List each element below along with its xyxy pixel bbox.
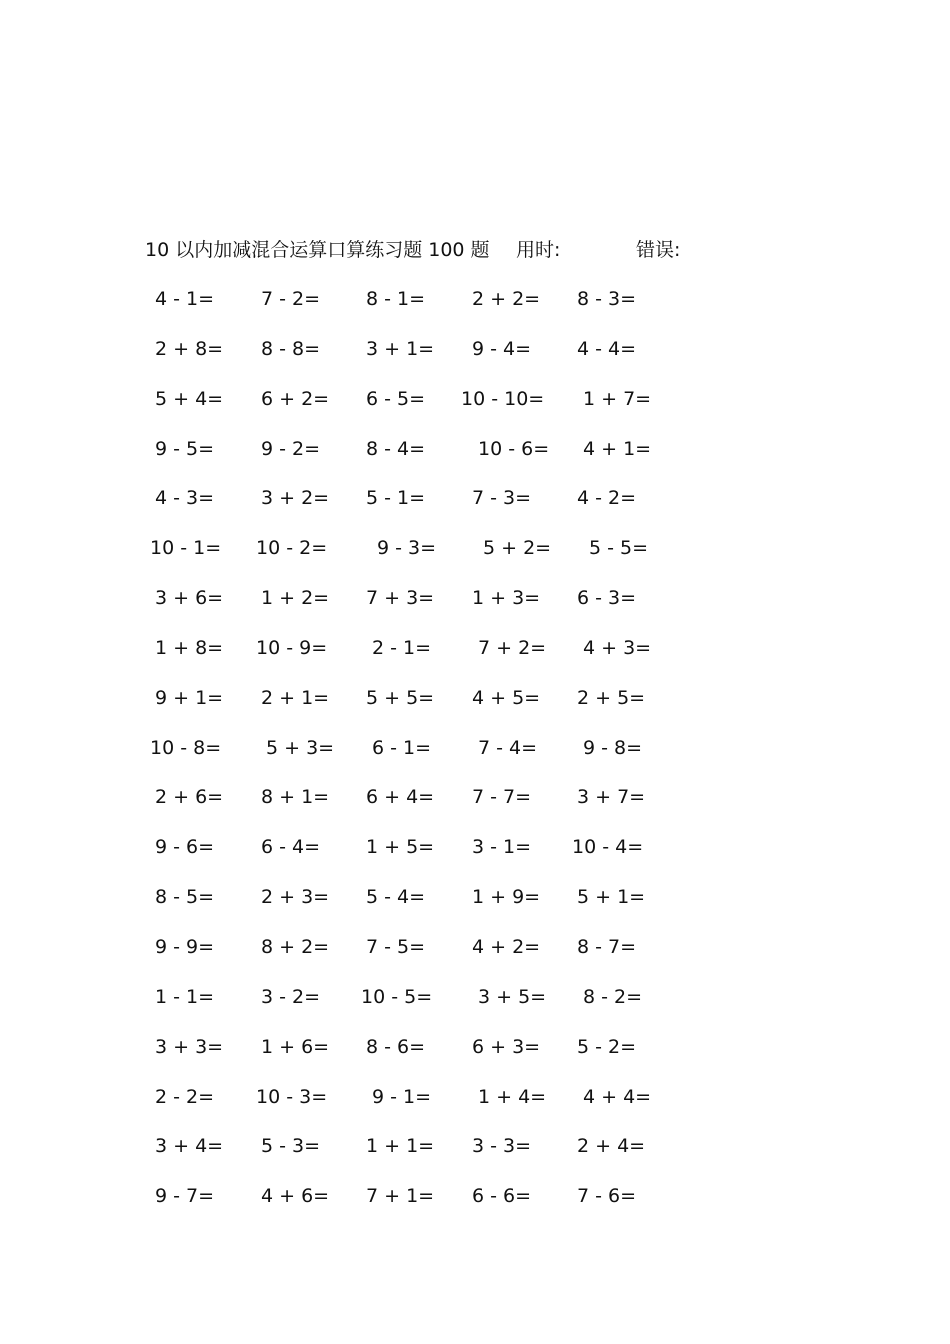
problem-item: 1 + 9= [472,886,541,909]
problem-item: 4 + 2= [472,935,541,958]
problem-item: 7 + 2= [478,636,547,659]
problem-item: 4 + 5= [472,686,541,709]
problem-item: 2 - 2= [155,1085,215,1108]
problem-item: 8 - 1= [366,288,426,310]
problem-item: 9 + 1= [155,686,224,709]
problem-item: 5 - 3= [261,1135,321,1158]
problem-item: 3 - 1= [472,836,532,859]
worksheet-title: 10 以内加减混合运算口算练习题 100 题 [145,239,490,261]
problem-item: 9 - 8= [583,736,643,759]
problem-item: 7 - 3= [472,487,532,510]
problem-row [0,583,950,633]
problem-item: 7 - 6= [577,1185,637,1208]
problem-item: 1 + 5= [366,836,435,859]
problem-item: 9 - 3= [377,537,437,560]
problem-item: 8 - 8= [261,337,321,360]
problem-grid [0,284,950,1231]
problem-item: 6 - 5= [366,387,426,410]
problem-item: 4 + 3= [583,636,652,659]
problem-item: 10 - 6= [478,437,550,460]
problem-item: 6 - 3= [577,587,637,610]
problem-row [0,384,950,434]
problem-item: 3 + 6= [155,587,224,610]
problem-item: 10 - 5= [361,985,433,1008]
problem-item: 7 + 1= [366,1185,435,1208]
problem-item: 5 + 5= [366,686,435,709]
problem-item: 4 - 4= [577,337,637,360]
problem-item: 2 + 2= [472,288,541,310]
problem-item: 8 - 7= [577,935,637,958]
problem-item: 5 + 3= [266,736,335,759]
problem-item: 2 + 5= [577,686,646,709]
problem-row [0,882,950,932]
problem-item: 9 - 1= [372,1085,432,1108]
problem-item: 2 + 6= [155,786,224,809]
problem-item: 4 - 2= [577,487,637,510]
problem-item: 4 + 1= [583,437,652,460]
problem-item: 5 - 4= [366,886,426,909]
problem-row [0,334,950,384]
problem-item: 6 - 6= [472,1185,532,1208]
problem-item: 10 - 8= [150,736,222,759]
time-label: 用时: [516,239,561,261]
problem-item: 5 - 1= [366,487,426,510]
problem-row [0,483,950,533]
problem-item: 4 - 1= [155,288,215,310]
problem-row [0,733,950,783]
problem-item: 5 + 4= [155,387,224,410]
problem-item: 8 - 5= [155,886,215,909]
problem-item: 6 + 3= [472,1035,541,1058]
problem-item: 10 - 3= [256,1085,328,1108]
problem-item: 9 - 5= [155,437,215,460]
problem-row [0,1181,950,1231]
problem-item: 8 - 6= [366,1035,426,1058]
problem-item: 10 - 10= [461,387,545,410]
problem-row [0,782,950,832]
problem-item: 1 + 2= [261,587,330,610]
problem-item: 1 + 3= [472,587,541,610]
problem-item: 3 + 5= [478,985,547,1008]
problem-item: 8 - 4= [366,437,426,460]
problem-item: 7 - 2= [261,288,321,310]
error-label: 错误: [636,239,681,261]
problem-item: 10 - 2= [256,537,328,560]
problem-item: 4 + 4= [583,1085,652,1108]
problem-item: 1 + 6= [261,1035,330,1058]
problem-item: 5 + 2= [483,537,552,560]
problem-row [0,1082,950,1132]
problem-item: 4 + 6= [261,1185,330,1208]
problem-item: 6 - 4= [261,836,321,859]
problem-item: 1 + 1= [366,1135,435,1158]
problem-item: 7 + 3= [366,587,435,610]
problem-item: 2 + 8= [155,337,224,360]
problem-item: 10 - 1= [150,537,222,560]
problem-item: 9 - 6= [155,836,215,859]
problem-item: 3 + 4= [155,1135,224,1158]
problem-item: 6 - 1= [372,736,432,759]
problem-row [0,982,950,1032]
problem-item: 10 - 4= [572,836,644,859]
problem-item: 9 - 2= [261,437,321,460]
problem-item: 1 - 1= [155,985,215,1008]
problem-item: 3 + 7= [577,786,646,809]
problem-item: 3 + 2= [261,487,330,510]
problem-item: 3 + 3= [155,1035,224,1058]
problem-item: 1 + 7= [583,387,652,410]
problem-item: 8 + 2= [261,935,330,958]
problem-item: 1 + 4= [478,1085,547,1108]
problem-row [0,1131,950,1181]
problem-item: 5 - 2= [577,1035,637,1058]
problem-item: 2 + 3= [261,886,330,909]
problem-item: 2 - 1= [372,636,432,659]
problem-item: 3 + 1= [366,337,435,360]
problem-item: 9 - 7= [155,1185,215,1208]
problem-item: 7 - 7= [472,786,532,809]
problem-item: 8 - 2= [583,985,643,1008]
problem-item: 3 - 2= [261,985,321,1008]
problem-item: 3 - 3= [472,1135,532,1158]
problem-row [0,434,950,484]
problem-item: 1 + 8= [155,636,224,659]
problem-item: 10 - 9= [256,636,328,659]
problem-item: 7 - 5= [366,935,426,958]
problem-row [0,633,950,683]
problem-item: 8 - 3= [577,288,637,310]
problem-item: 2 + 1= [261,686,330,709]
problem-item: 6 + 4= [366,786,435,809]
problem-item: 9 - 9= [155,935,215,958]
problem-item: 7 - 4= [478,736,538,759]
problem-item: 5 + 1= [577,886,646,909]
problem-item: 6 + 2= [261,387,330,410]
problem-row [0,683,950,733]
problem-item: 2 + 4= [577,1135,646,1158]
problem-row [0,284,950,334]
problem-row [0,533,950,583]
worksheet-header [0,236,950,264]
problem-item: 9 - 4= [472,337,532,360]
problem-item: 4 - 3= [155,487,215,510]
problem-row [0,932,950,982]
problem-item: 8 + 1= [261,786,330,809]
problem-row [0,832,950,882]
problem-row [0,1032,950,1082]
problem-item: 5 - 5= [589,537,649,560]
